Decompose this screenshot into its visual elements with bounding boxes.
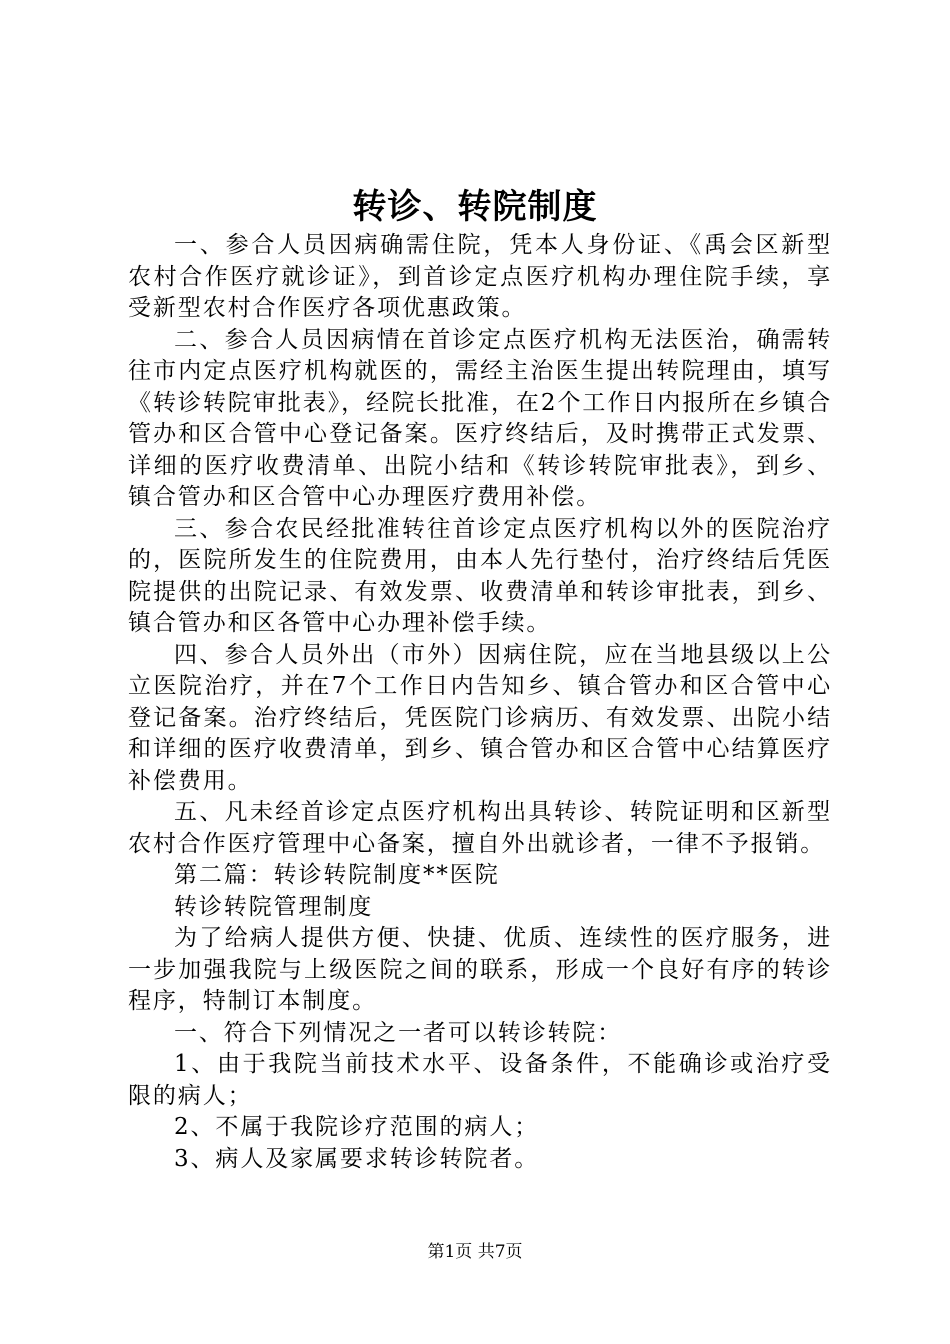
document-body [128,230,832,1175]
list-item-1: 1、由于我院当前技术水平、设备条件，不能确诊或治疗受限的病人； [128,1051,832,1109]
paragraph-criteria: 一、符合下列情况之一者可以转诊转院： [174,1019,623,1046]
paragraph-1: 一、参合人员因病确需住院，凭本人身份证、《禹会区新型农村合作医疗就诊证》，到首诊定点医疗机构办理住院手续，享受新型农村合作医疗各项优惠政策。 [128,232,832,321]
page-footer: 第1页 共7页 [427,1242,523,1262]
paragraph-3: 三、参合农民经批准转往首诊定点医疗机构以外的医院治疗的，医院所发生的住院费用，由本人先行垫付，治疗终结后凭医院提供的出院记录、有效发票、收费清单和转诊审批表，到乡、镇合管办和区各管中心办理补偿手续。 [128,515,832,636]
paragraph-5: 五、凡未经首诊定点医疗机构出具转诊、转院证明和区新型农村合作医疗管理中心备案，擅自外出就诊者，一律不予报销。 [128,799,832,857]
paragraph-2: 二、参合人员因病情在首诊定点医疗机构无法医治，确需转往市内定点医疗机构就医的，需经主治医生提出转院理由，填写《转诊转院审批表》，经院长批准，在2个工作日内报所在乡镇合管办和区合管中心登记备案。医疗终结后，及时携带正式发票、详细的医疗收费清单、出院小结和《转诊转院审批表》，到乡、镇合管办和区合管中心办理医疗费用补偿。 [128,326,832,510]
document-title: 转诊、转院制度 [352,187,598,227]
paragraph-4: 四、参合人员外出（市外）因病住院，应在当地县级以上公立医院治疗，并在7个工作日内告知乡、镇合管办和区合管中心登记备案。治疗终结后，凭医院门诊病历、有效发票、出院小结和详细的医疗收费清单，到乡、镇合管办和区合管中心结算医疗补偿费用。 [128,641,832,794]
section-heading: 第二篇：转诊转院制度**医院 [174,862,500,888]
list-item-3: 3、病人及家属要求转诊转院者。 [174,1145,540,1172]
subsection-heading: 转诊转院管理制度 [174,893,374,920]
paragraph-intro: 为了给病人提供方便、快捷、优质、连续性的医疗服务，进一步加强我院与上级医院之间的联系，形成一个良好有序的转诊程序，特制订本制度。 [128,925,832,1014]
list-item-2: 2、不属于我院诊疗范围的病人； [174,1114,540,1140]
